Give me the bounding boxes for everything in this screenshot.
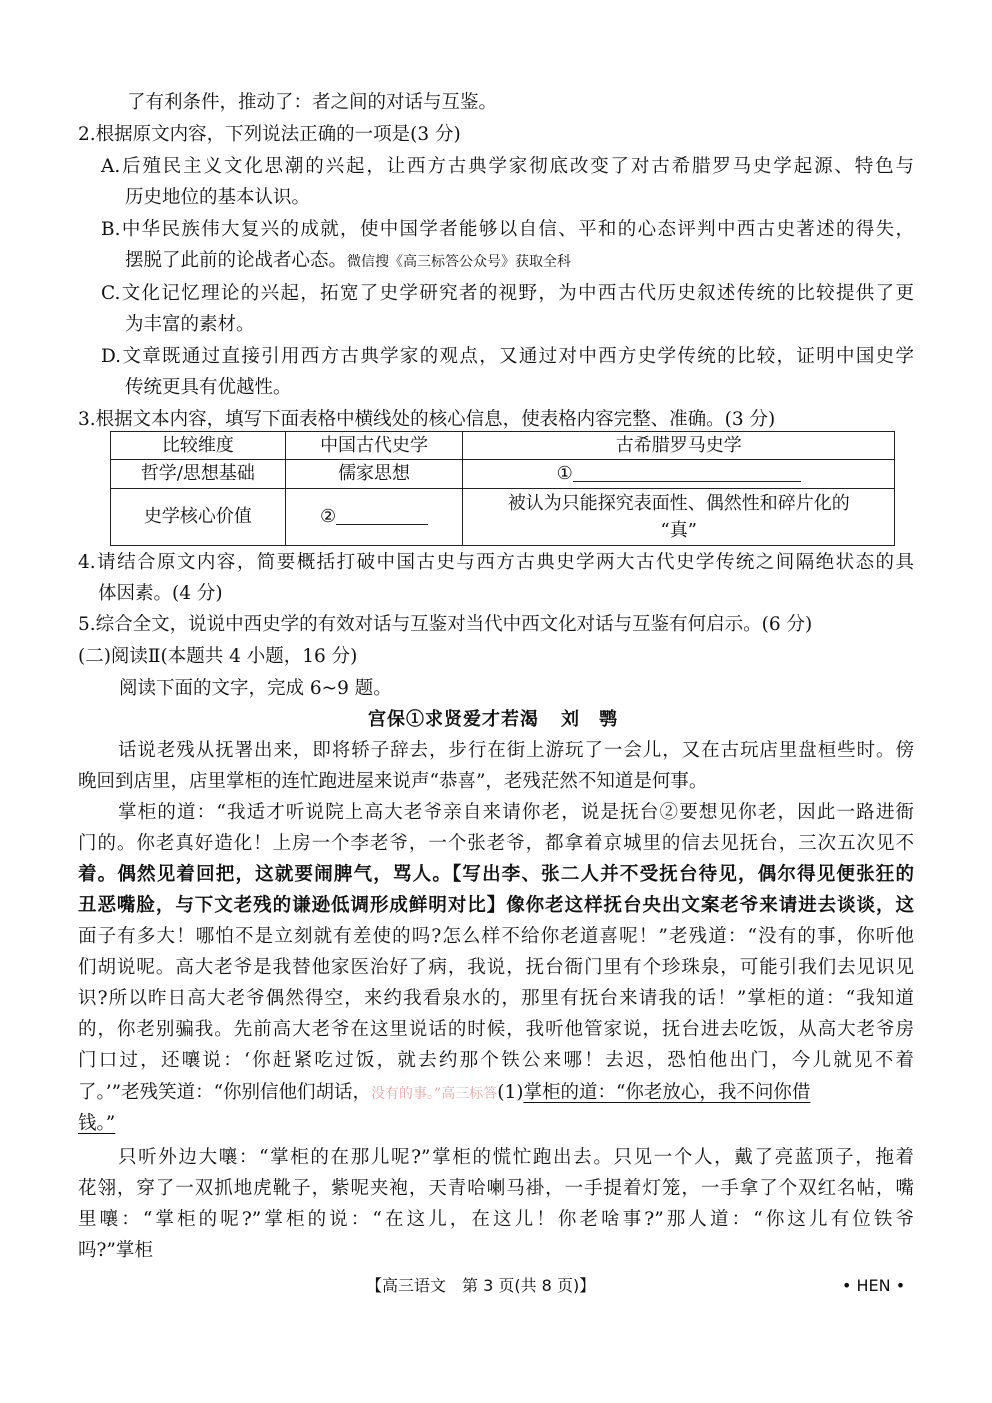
option-b-line1: B.中华民族伟大复兴的成就，使中国学者能够以自信、平和的心态评判中西古史著述的得失， (101, 219, 914, 240)
passage-line: 门的。你老真好造化！上房一个李老爷，一个张老爷，都拿着京城里的信去见抚台，三次五次见不 (78, 833, 914, 854)
option-b-text: 摆脱了此前的论战者心态。 (125, 250, 348, 271)
table-row (111, 489, 895, 546)
passage-line: 花翎，穿了一双抓地虎靴子，紫呢夹袍，天青哈喇马褂，一手提着灯笼，一手拿了个双红名帖，嘴 (78, 1178, 914, 1199)
passage-line: 掌柜的道：“我适才听说院上高大老爷亲自来请你老，说是抚台②要想见你老，因此一路进衙 (118, 802, 914, 823)
option-a-line1: A.后殖民主义文化思潮的兴起，让西方古典学家彻底改变了对古希腊罗马史学起源、特色与 (101, 156, 914, 177)
passage-line: 里嚷：“掌柜的呢?”掌柜的说：“在这儿，在这儿！你老啥事?”那人道：“你这儿有位铁爷 (78, 1209, 914, 1230)
passage-line: 们胡说呢。高大老爷是我替他家医治好了病，我说，抚台衙门里有个珍珠泉，可能引我们去见识见 (78, 957, 914, 978)
blank-marker: ① (556, 463, 573, 484)
fill-blank (336, 504, 428, 525)
blank-marker: ② (319, 506, 337, 527)
option-d-line2: 传统更具有优越性。 (125, 377, 292, 398)
question-2: 2.根据原文内容，下列说法正确的一项是(3 分) (78, 124, 461, 145)
footer-code: • HEN • (842, 1276, 906, 1295)
option-d-line1: D.文章既通过直接引用西方古典学家的观点，又通过对中西方史学传统的比较，证明中国史学 (101, 346, 914, 367)
cell-text-line: 被认为只能探究表面性、偶然性和碎片化的 (507, 493, 850, 514)
table-header: 古希腊罗马史学 (463, 432, 895, 460)
table-header: 比较维度 (111, 432, 286, 460)
underlined-text: 掌柜的道：“你老放心，我不问你借 (523, 1082, 811, 1103)
watermark-text: 没有的事。”高三标答 (371, 1086, 498, 1102)
option-a-line2: 历史地位的基本认识。 (125, 187, 311, 208)
underlined-text: 钱。” (78, 1113, 116, 1134)
comparison-table (110, 431, 895, 546)
question-5: 5.综合全文，说说中西史学的有效对话与互鉴对当代中西文化对话与互鉴有何启示。(6 分) (78, 614, 813, 635)
table-header: 中国古代史学 (285, 432, 463, 460)
passage-line: 的，你老别骗我。先前高大老爷在这里说话的时候，我听他管家说，抚台进去吃饭，从高大老爷房 (78, 1019, 914, 1040)
passage-line: 话说老残从抚署出来，即将轿子辞去，步行在街上游玩了一会儿，又在古玩店里盘桓些时。傍 (118, 740, 914, 761)
question-4-line1: 4.请结合原文内容，简要概括打破中国古史与西方古典史学两大古代史学传统之间隔绝状态的具 (78, 552, 914, 573)
table-cell: 史学核心价值 (111, 489, 286, 546)
passage-line: 识?所以昨日高大老爷偶然得空，来约我看泉水的，那里有抚台来请我的话！”掌柜的道：“我知道 (78, 988, 914, 1009)
table-row (111, 460, 895, 489)
reading-instruction: 阅读下面的文字，完成 6~9 题。 (119, 678, 392, 699)
blank-marker: (1) (497, 1082, 524, 1103)
option-b-line2 (125, 245, 571, 279)
table-cell-blank (463, 460, 895, 489)
section-heading: (二)阅读Ⅱ(本题共 4 小题，16 分) (78, 646, 358, 667)
table-cell: 哲学/思想基础 (111, 460, 286, 489)
passage-annotation: 着。偶然见着回把，这就要闹脾气，骂人。【写出李、张二人并不受抚台待见，偶尔得见便张狂的 (78, 864, 914, 885)
question-3: 3.根据文本内容，填写下面表格中横线处的核心信息，使表格内容完整、准确。(3 分) (78, 409, 776, 430)
passage-text: 了。’”老残笑道：“你别信他们胡话， (78, 1082, 372, 1103)
passage-line: 吗?”掌柜 (78, 1240, 153, 1261)
page-footer: 【高三语文 第 3 页(共 8 页)】 (366, 1276, 596, 1295)
table-header-row (111, 432, 895, 460)
passage-line (78, 1077, 810, 1111)
option-c-line2: 为丰富的素材。 (125, 314, 255, 335)
passage-line: 晚回到店里，店里掌柜的连忙跑进屋来说声“恭喜”，老残茫然不知道是何事。 (78, 771, 708, 792)
cell-text-line: “真” (660, 520, 697, 541)
fill-blank (573, 461, 801, 482)
passage-line: 门口过，还嚷说：‘你赶紧吃过饭，就去约那个铁公来哪！去迟，恐怕他出门，今儿就见不着 (78, 1050, 914, 1071)
option-c-line1: C.文化记忆理论的兴起，拓宽了史学研究者的视野，为中西古代历史叙述传统的比较提供了更 (101, 283, 914, 304)
table-cell: 儒家思想 (285, 460, 463, 489)
promo-note: 微信搜《高三标答公众号》获取全科 (347, 254, 572, 270)
passage-title (368, 704, 618, 736)
passage-line: 面子有多大！哪怕不是立刻就有差使的吗?怎么样不给你老道喜呢！”老残道：“没有的事，你听他 (78, 926, 914, 947)
table-cell-blank (285, 489, 463, 546)
passage-annotation: 丑恶嘴脸，与下文老残的谦逊低调形成鲜明对比】像你老这样抚台央出文案老爷来请进去谈谈，这 (78, 895, 914, 916)
author-name: 刘 鹗 (561, 709, 618, 730)
table-cell (463, 489, 895, 546)
question-4-line2: 体因素。(4 分) (98, 583, 223, 604)
text-line: 了有利条件，推动了：者之间的对话与互鉴。 (127, 92, 498, 113)
title-text: 宫保①求贤爱才若渴 (368, 709, 539, 730)
passage-line: 只听外边大嚷：“掌柜的在那儿呢?”掌柜的慌忙跑出去。只见一个人，戴了亮蓝顶子，拖着 (118, 1147, 914, 1168)
